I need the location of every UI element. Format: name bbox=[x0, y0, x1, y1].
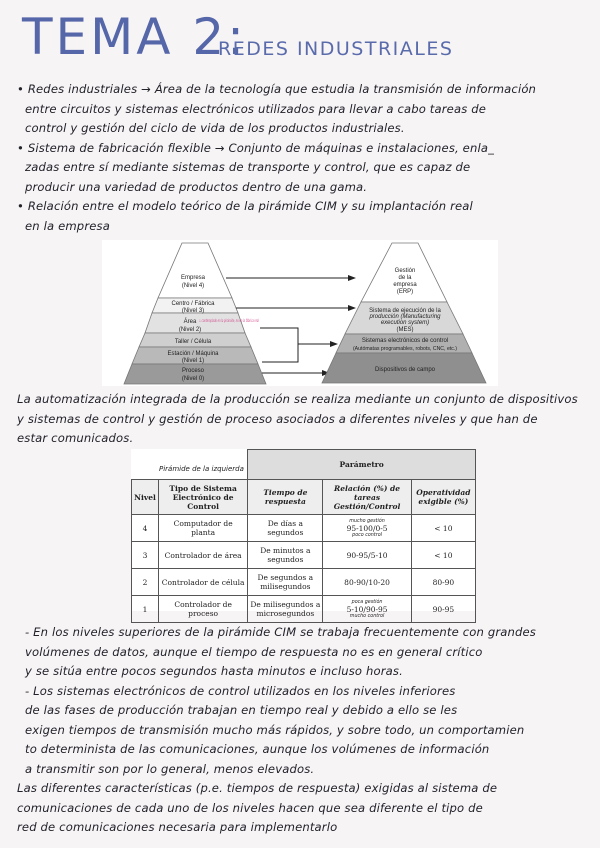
note-line: Las diferentes características (p.e. tiempos de respuesta) exigidas al sistema de bbox=[17, 781, 498, 795]
parameters-table bbox=[131, 449, 476, 623]
left-level-num: (Nivel 3) bbox=[181, 308, 205, 314]
left-level-name: Centro / Fábrica bbox=[171, 301, 215, 307]
note-line: - En los niveles superiores de la pirámide CIM se trabaja frecuentemente con grandes bbox=[25, 625, 536, 639]
note-line: y se sitúa entre pocos segundos hasta minutos e incluso horas. bbox=[25, 664, 403, 678]
bottom-notes bbox=[17, 623, 536, 838]
right-level-text: de la bbox=[398, 275, 412, 281]
right-level-text: (Autómatas programables, robots, CNC, etc.) bbox=[352, 346, 458, 352]
cell-relacion: 80-90/10-20 bbox=[323, 569, 411, 596]
annot-below: mucho control bbox=[349, 613, 385, 619]
arrow-erp-head bbox=[348, 275, 356, 281]
cell-nivel: 4 bbox=[132, 515, 159, 542]
note-line: estar comunicados. bbox=[17, 431, 134, 445]
left-level-num: (Nivel 4) bbox=[181, 283, 205, 289]
note-line: producir una variedad de productos dentro de una gama. bbox=[25, 179, 368, 194]
note-line: zadas entre sí mediante sistemas de transporte y control, que es capaz de bbox=[25, 160, 471, 174]
note-line: y sistemas de control y gestión de proceso asociados a diferentes niveles y que han de bbox=[17, 411, 538, 426]
right-level-text: execution system) bbox=[380, 320, 430, 326]
col-header: Nivel bbox=[132, 480, 159, 515]
table-row bbox=[132, 542, 476, 569]
annot-above: mucho gestión bbox=[349, 518, 385, 524]
table-row bbox=[132, 596, 476, 623]
table-note: Pirámide de la izquierda bbox=[159, 465, 244, 473]
page-subtitle: REDES INDUSTRIALES bbox=[218, 38, 454, 60]
note-line: • Relación entre el modelo teórico de la pirámide CIM y su implantación real bbox=[17, 199, 473, 213]
note-line: - Los sistemas electrónicos de control utilizados en los niveles inferiores bbox=[25, 683, 456, 698]
left-level-name: Empresa bbox=[180, 275, 206, 281]
cell-tiempo: De segundos a milisegundos bbox=[248, 569, 323, 596]
cell-nivel: 1 bbox=[132, 596, 159, 623]
right-level-text: Gestión bbox=[394, 268, 416, 274]
relacion-value: 5-10/90-95 bbox=[346, 604, 388, 614]
note-line: La automatización integrada de la producción se realiza mediante un conjunto de dispositivos bbox=[17, 392, 578, 406]
cell-relacion: 90-95/5-10 bbox=[323, 542, 411, 569]
col-header: Operatividad exigible (%) bbox=[411, 480, 475, 515]
note-line: de las fases de producción trabajan en tiempo real y debido a ello se les bbox=[25, 703, 458, 717]
right-level-text: empresa bbox=[393, 282, 417, 288]
right-level-text: Sistemas electrónicos de control bbox=[361, 338, 449, 344]
cell-oper: 80-90 bbox=[411, 569, 475, 596]
cell-tipo: Controlador de proceso bbox=[158, 596, 247, 623]
cell-tiempo: De días a segundos bbox=[248, 515, 323, 542]
note-line: red de comunicaciones necesaria para implementarlo bbox=[17, 820, 338, 834]
right-level-text: Sistema de ejecución de la bbox=[369, 308, 441, 314]
left-level-name: Proceso bbox=[181, 368, 205, 374]
intro-notes bbox=[17, 80, 536, 236]
note-line: a transmitir son por lo general, menos elevados. bbox=[25, 761, 315, 776]
arrow-mes-head bbox=[348, 305, 356, 311]
cell-nivel: 2 bbox=[132, 569, 159, 596]
cell-oper: < 10 bbox=[411, 515, 475, 542]
cell-tiempo: De milisegundos a microsegundos bbox=[248, 596, 323, 623]
cell-oper: 90-95 bbox=[411, 596, 475, 623]
middle-notes bbox=[17, 390, 578, 449]
table-row bbox=[132, 515, 476, 542]
param-header: Parámetro bbox=[248, 450, 476, 480]
left-level-name: Estación / Máquina bbox=[167, 351, 219, 357]
annot-below: poco control bbox=[352, 532, 382, 538]
cim-pyramid-svg bbox=[102, 240, 498, 386]
left-level-name: Taller / Célula bbox=[174, 339, 212, 345]
left-level-num: (Nivel 0) bbox=[181, 376, 205, 382]
left-level-name: Área bbox=[183, 319, 197, 325]
right-level-text: (ERP) bbox=[396, 289, 414, 295]
parameters-table-wrap bbox=[131, 449, 476, 619]
col-header: Tiempo de respuesta bbox=[248, 480, 323, 515]
note-line: en la empresa bbox=[25, 218, 110, 233]
cim-pyramid-figure bbox=[102, 240, 498, 386]
note-line: exigen tiempos de transmisión mucho más rápidos, y sobre todo, un comportamien bbox=[25, 722, 525, 737]
pyramid-pink-note: ↓ contemplado en la pirámide, no en la fábrica real bbox=[199, 318, 260, 323]
note-line: comunicaciones de cada uno de los niveles hacen que sea diferente el tipo de bbox=[17, 800, 483, 815]
note-line: • Sistema de fabricación flexible → Conjunto de máquinas e instalaciones, enla_ bbox=[17, 140, 495, 155]
note-line: to determinista de las comunicaciones, aunque los volúmenes de información bbox=[25, 742, 490, 756]
right-level-text: Dispositivos de campo bbox=[374, 367, 436, 373]
note-line: volúmenes de datos, aunque el tiempo de respuesta no es en general crítico bbox=[25, 644, 483, 659]
left-level-num: (Nivel 1) bbox=[181, 358, 205, 364]
cell-relacion bbox=[323, 596, 411, 623]
relacion-value: 95-100/0-5 bbox=[346, 523, 388, 533]
annot-above: poca gestión bbox=[351, 599, 383, 605]
cell-tiempo: De minutos a segundos bbox=[248, 542, 323, 569]
cell-relacion bbox=[323, 515, 411, 542]
cell-tipo: Controlador de área bbox=[158, 542, 247, 569]
right-level-text: (MES) bbox=[396, 327, 414, 333]
table-row bbox=[132, 569, 476, 596]
pyramid-band-4 bbox=[158, 243, 232, 298]
note-line: • Redes industriales → Área de la tecnología que estudia la transmisión de información bbox=[17, 82, 537, 96]
col-header: Relación (%) de tareas Gestión/Control bbox=[323, 480, 411, 515]
cell-oper: < 10 bbox=[411, 542, 475, 569]
cell-nivel: 3 bbox=[132, 542, 159, 569]
cell-tipo: Computador de planta bbox=[158, 515, 247, 542]
left-level-num: (Nivel 2) bbox=[178, 327, 202, 333]
cell-tipo: Controlador de célula bbox=[158, 569, 247, 596]
right-level-text: producción (Manufacturing bbox=[369, 314, 441, 320]
bracket-line bbox=[260, 328, 298, 362]
arrow-control-head bbox=[330, 341, 338, 347]
note-line: control y gestión del ciclo de vida de los productos industriales. bbox=[25, 121, 405, 135]
note-line: entre circuitos y sistemas electrónicos utilizados para llevar a cabo tareas de bbox=[25, 101, 487, 116]
col-header: Tipo de Sistema Electrónico de Control bbox=[158, 480, 247, 515]
page-title: TEMA 2: bbox=[22, 8, 248, 66]
